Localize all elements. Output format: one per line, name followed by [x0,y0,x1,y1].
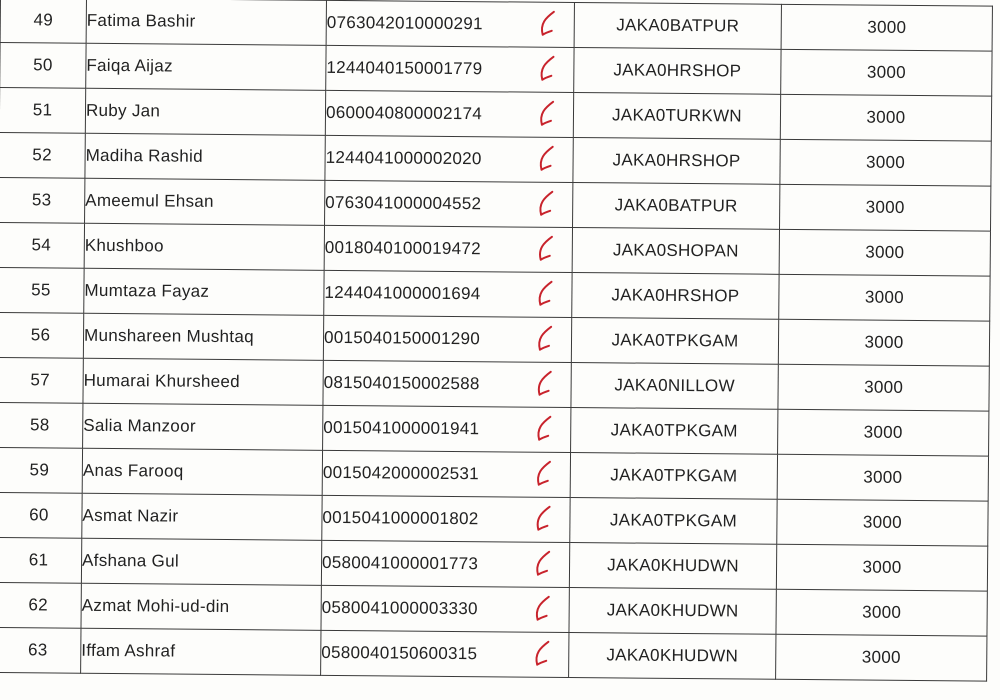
account-number-cell [321,540,569,587]
serial-number-cell: 63 [0,627,81,673]
ifsc-code-cell: JAKA0HRSHOP [574,48,781,95]
handwritten-tick-icon [530,459,556,489]
serial-number-cell: 59 [0,447,83,493]
serial-number-cell: 61 [0,537,82,583]
beneficiary-name-cell: Azmat Mohi-ud-din [81,583,321,630]
account-number-cell [326,0,574,47]
amount-cell: 3000 [778,319,989,366]
amount-cell: 3000 [780,94,991,141]
serial-number-cell: 58 [0,402,83,448]
ifsc-code-cell: JAKA0TPKGAM [571,407,778,454]
amount-cell: 3000 [779,274,990,321]
ifsc-code-cell: JAKA0TPKGAM [570,497,777,544]
serial-number-cell: 55 [0,267,84,313]
amount-cell: 3000 [776,634,987,681]
table-row [0,627,987,681]
beneficiary-name-cell: Ruby Jan [85,88,325,135]
beneficiary-name-cell: Anas Farooq [82,448,322,495]
handwritten-tick-icon [532,144,558,174]
amount-cell: 3000 [778,409,989,456]
ifsc-code-cell: JAKA0NILLOW [571,362,778,409]
serial-number-cell: 57 [0,357,83,403]
account-number-text: 1244040150001779 [326,57,483,79]
beneficiary-name-cell: Munshareen Mushtaq [83,313,323,360]
account-number-cell [325,135,573,182]
serial-number-cell: 54 [0,222,85,268]
handwritten-tick-icon [529,504,555,534]
account-number-text: 0580041000003330 [321,597,478,619]
handwritten-tick-icon [532,234,558,264]
serial-number-cell: 53 [0,177,85,223]
ifsc-code-cell: JAKA0KHUDWN [569,632,776,679]
account-number-cell [321,630,569,677]
handwritten-tick-icon [530,414,556,444]
amount-cell: 3000 [781,4,992,51]
handwritten-tick-icon [534,9,560,39]
beneficiary-name-cell: Khushboo [84,223,324,270]
handwritten-tick-icon [533,54,559,84]
account-number-cell [323,360,571,407]
beneficiary-name-cell: Salia Manzoor [83,403,323,450]
account-number-text: 1244041000001694 [324,282,481,304]
account-number-cell [323,315,571,362]
account-number-cell [324,225,572,272]
account-number-text: 0018040100019472 [324,237,481,259]
amount-cell: 3000 [780,184,991,231]
account-number-cell [321,585,569,632]
beneficiary-name-cell: Mumtaza Fayaz [84,268,324,315]
serial-number-cell: 49 [0,0,86,43]
serial-number-cell: 52 [0,132,85,178]
amount-cell: 3000 [776,544,987,591]
amount-cell: 3000 [777,454,988,501]
account-number-cell [323,405,571,452]
amount-cell: 3000 [778,364,989,411]
ifsc-code-cell: JAKA0BATPUR [574,3,781,50]
serial-number-cell: 50 [0,43,86,89]
ifsc-code-cell: JAKA0BATPUR [573,183,780,230]
account-number-text: 0580041000001773 [321,552,479,574]
beneficiary-name-cell: Humarai Khursheed [83,358,323,405]
account-number-text: 0763041000004552 [325,192,482,214]
beneficiary-name-cell: Ameemul Ehsan [85,178,325,225]
serial-number-cell: 56 [0,312,84,358]
handwritten-tick-icon [529,549,555,579]
handwritten-tick-icon [531,324,557,354]
ifsc-code-cell: JAKA0KHUDWN [569,587,776,634]
ifsc-code-cell: JAKA0TPKGAM [571,318,778,365]
account-number-text: 1244041000002020 [325,147,482,169]
amount-cell: 3000 [776,589,987,636]
account-number-cell [322,450,570,497]
beneficiary-name-cell: Fatima Bashir [86,0,326,45]
account-number-text: 0580040150600315 [321,642,478,664]
account-number-text: 0763042010000291 [326,12,483,34]
amount-cell: 3000 [781,49,992,96]
account-number-text: 0600040800002174 [325,102,483,124]
ifsc-code-cell: JAKA0TPKGAM [570,452,777,499]
beneficiary-name-cell: Afshana Gul [81,538,321,585]
handwritten-tick-icon [529,594,555,624]
handwritten-tick-icon [532,189,558,219]
account-number-cell [326,45,574,92]
serial-number-cell: 51 [0,88,86,134]
handwritten-tick-icon [528,639,554,669]
account-number-text: 0015041000001941 [323,417,480,439]
beneficiary-name-cell: Iffam Ashraf [81,628,321,675]
handwritten-tick-icon [531,279,557,309]
beneficiary-name-cell: Faiqa Aijaz [86,43,326,90]
amount-cell: 3000 [777,499,988,546]
ifsc-code-cell: JAKA0KHUDWN [569,542,776,589]
account-number-cell [325,180,573,227]
amount-cell: 3000 [779,229,990,276]
beneficiary-name-cell: Madiha Rashid [85,133,325,180]
account-number-cell [322,495,570,542]
serial-number-cell: 62 [0,582,81,628]
serial-number-cell: 60 [0,492,82,538]
ifsc-code-cell: JAKA0HRSHOP [573,138,780,185]
ifsc-code-cell: JAKA0SHOPAN [572,228,779,275]
account-number-text: 0015041000001802 [322,507,479,529]
amount-cell: 3000 [780,139,991,186]
handwritten-tick-icon [533,99,559,129]
ifsc-code-cell: JAKA0HRSHOP [572,273,779,320]
account-number-text: 0015042000002531 [322,462,480,484]
account-number-cell [325,90,573,137]
account-number-cell [324,270,572,317]
ifsc-code-cell: JAKA0TURKWN [573,93,780,140]
handwritten-tick-icon [531,369,557,399]
account-number-text: 0815040150002588 [323,372,480,394]
account-number-text: 0015040150001290 [323,327,481,349]
beneficiary-name-cell: Asmat Nazir [82,493,322,540]
